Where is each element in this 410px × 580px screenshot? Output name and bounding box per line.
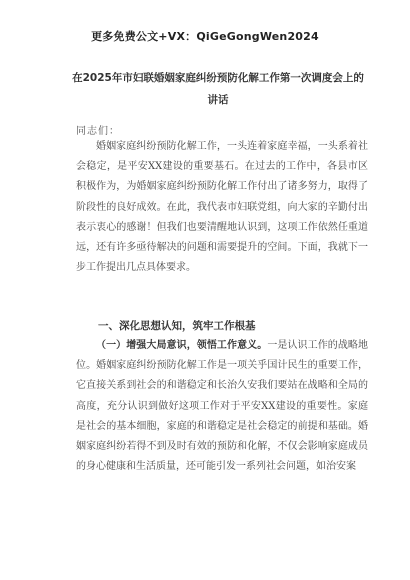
- section-heading-1: 一、深化思想认知，筑牢工作根基: [98, 320, 256, 332]
- point-1-paragraph: [76, 336, 368, 477]
- point-1-lead: （一）增强大局意识，领悟工作意义。: [96, 340, 268, 351]
- salutation: 同志们：: [76, 126, 120, 137]
- point-1-body: 一是认识工作的战略地位。婚姻家庭纠纷预防化解工作是一项关乎国计民生的重要工作，它直接关系到社会的和谐稳定和长治久安我们要站在战略和全局的高度，充分认识到做好这项工作对于平安XX建设的重要性。家庭是社会的基本细胞，家庭的和谐稳定是社会稳定的前提和基础。婚姻家庭纠纷若得不到及时有效的预防和化解，不仅会影响家庭成员的身心健康和生活质量，还可能引发一系列社会问题，如治安案: [76, 340, 369, 473]
- document-title: 在2025年市妇联婚姻家庭纠纷预防化解工作第一次调度会上的讲话: [72, 72, 364, 106]
- intro-paragraph: 婚姻家庭纠纷预防化解工作，一头连着家庭幸福，一头系着社会稳定，是平安XX建设的重要基石。在过去的工作中，各县市区积极作为，为婚姻家庭纠纷预防化解工作付出了诸多努力，取得了阶段性的良好成效。在此，我代表市妇联党组，向大家的辛勤付出表示衷心的感谢！但我们也要清醒地认识到，这项工作依然任重道远，还有许多亟待解决的问题和需要提升的空间。下面，我就下一步工作提出几点具体要求。: [76, 141, 368, 274]
- watermark-banner: 更多免费公文+VX：QiGeGongWen2024: [91, 30, 319, 43]
